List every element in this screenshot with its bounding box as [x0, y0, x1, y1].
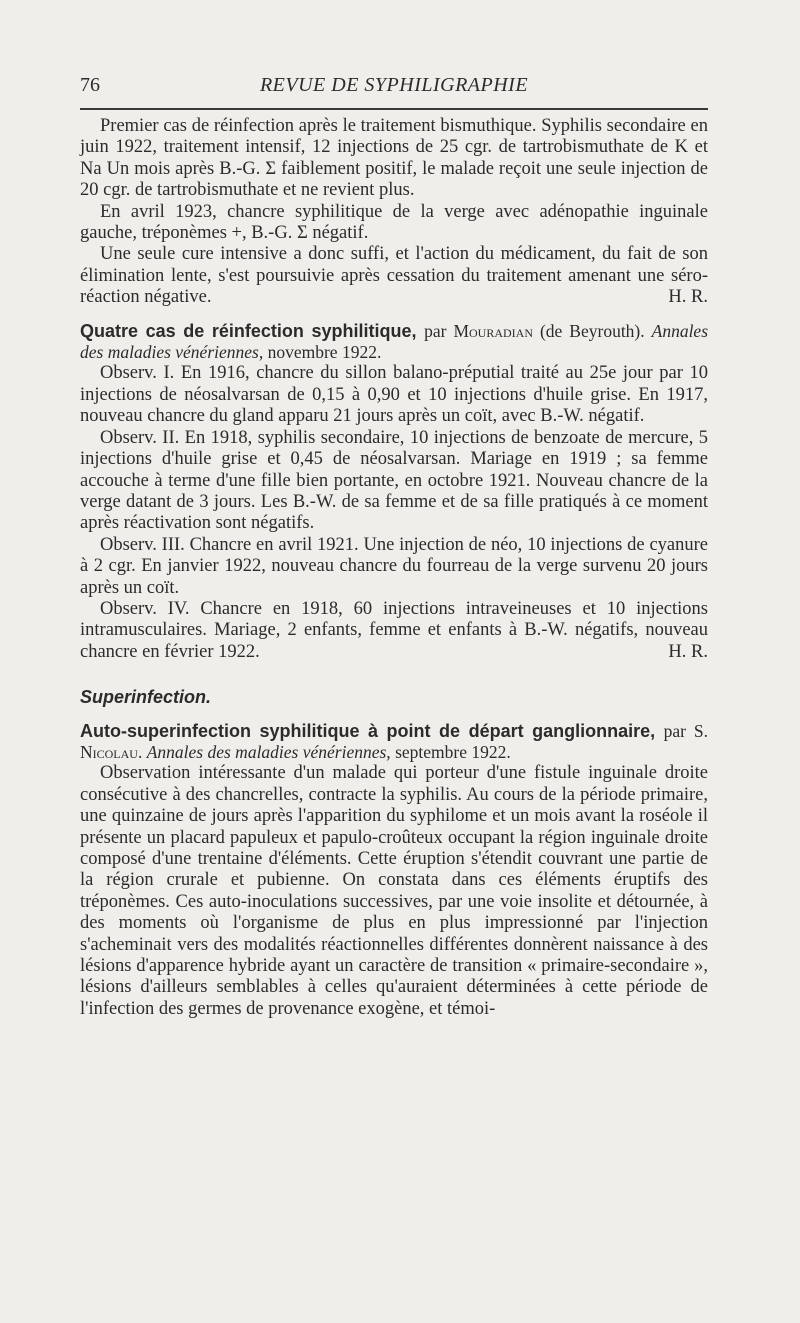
second-article-heading [80, 321, 708, 364]
second-article-journal: Annales des maladies vénériennes, [80, 320, 709, 363]
spacer [80, 675, 708, 687]
second-article-date: novembre 1922. [267, 342, 382, 363]
observation-2: Observ. II. En 1918, syphilis secondaire, 10 injections de benzoate de mercure, 5 injections d'huile grise et 0,45 de néosalvarsan. Mariage en 1919 ; sa femme accouche à terme d'une fille bien portante, en octobre 1921. Nouveau chancre de la verge datant de 3 jours. Les B.-W. de sa femme et de sa fille pratiqués à ce moment après réactivation sont négatifs. [80, 427, 708, 534]
running-title: REVUE DE SYPHILIGRAPHIE [259, 74, 529, 96]
third-article-date: septembre 1922. [395, 741, 511, 762]
second-article-affiliation: (de Beyrouth). [539, 320, 645, 341]
third-article-author: S. Nicolau. [80, 720, 708, 762]
observation-3: Observ. III. Chancre en avril 1921. Une injection de néo, 10 injections de cyanure à 2 cgr. En janvier 1922, nouveau chancre du fourreau de la verge survenu 20 jours après un coït. [80, 534, 708, 598]
observation-4 [80, 599, 708, 663]
page-content [80, 116, 708, 1020]
first-article-paragraph-3 [80, 244, 708, 308]
first-article-paragraph-2: En avril 1923, chancre syphilitique de la verge avec adénopathie inguinale gauche, tréponèmes +, B.-G. Σ négatif. [80, 201, 708, 244]
spacer [80, 709, 708, 721]
second-article-author: Mouradian [453, 320, 533, 341]
spacer [80, 663, 708, 675]
observation-4-text: Observ. IV. Chancre en 1918, 60 injections intraveineuses et 10 injections intramusculaires. Mariage, 2 enfants, femme et enfants à B.-W. négatifs, nouveau chancre en février 1922. [80, 598, 708, 662]
first-article-signature: H. R. [668, 287, 708, 308]
second-article-signature: H. R. [668, 641, 708, 662]
section-heading: Superinfection. [80, 687, 212, 708]
third-article-heading [80, 721, 708, 764]
header-rule [80, 108, 708, 110]
first-article-paragraph-1: Premier cas de réinfection après le traitement bismuthique. Syphilis secondaire en juin 1922, traitement intensif, 12 injections de 25 cgr. de tartrobismuthate de K et Na Un mois après B.-G. Σ faiblement positif, le malade reçoit une seule injection de 20 cgr. de tartrobismuthate et ne revient plus. [80, 116, 708, 201]
second-article-title: Quatre cas de réinfection syphilitique, [80, 320, 417, 341]
first-article-paragraph-3-text: Une seule cure intensive a donc suffi, et l'action du médicament, du fait de son élimination lente, s'est poursuivie après cessation du traitement amenant une séro-réaction négative. [80, 244, 708, 308]
observation-1: Observ. I. En 1916, chancre du sillon balano-préputial traité au 25e jour par 10 injections de néosalvarsan de 0,15 à 0,90 et 10 injections d'huile grise. En 1917, nouveau chancre du gland apparu 21 jours après un coït, avec B.-W. négatif. [80, 363, 708, 427]
third-article-paragraph: Observation intéressante d'un malade qui porteur d'une fistule inguinale droite consécutive à des chancrelles, contracte la syphilis. Au cours de la période primaire, une quinzaine de jours après l'apparition du syphilome et un mois avant la roséole il présente un placard papuleux et papulo-croûteux occupant la région inguinale droite composé d'une trentaine d'éléments. Cette éruption s'étendit couvrant une partie de la région crurale et pubienne. On constata dans ces éléments éruptifs des tréponèmes. Ces auto-inoculations successives, par une voie insolite et détournée, à des moments où l'organisme de plus en plus impressionné par l'injection s'acheminait vers des modalités réactionnelles différentes donnèrent naissance à des lésions d'apparence hybride ayant un caractère de transition « primaire-secondaire », lésions d'ailleurs semblables à celles qu'auraient déterminées à cette période de l'infection des germes de provenance exogène, et témoi- [80, 763, 708, 1019]
byline-par: par [663, 720, 686, 741]
third-article-journal: Annales des maladies vénériennes, [146, 741, 391, 762]
spacer [80, 309, 708, 321]
page-header [80, 74, 708, 104]
page-number: 76 [80, 74, 100, 96]
byline-par: par [424, 320, 447, 341]
third-article-title: Auto-superinfection syphilitique à point de départ ganglionnaire, [80, 720, 656, 741]
